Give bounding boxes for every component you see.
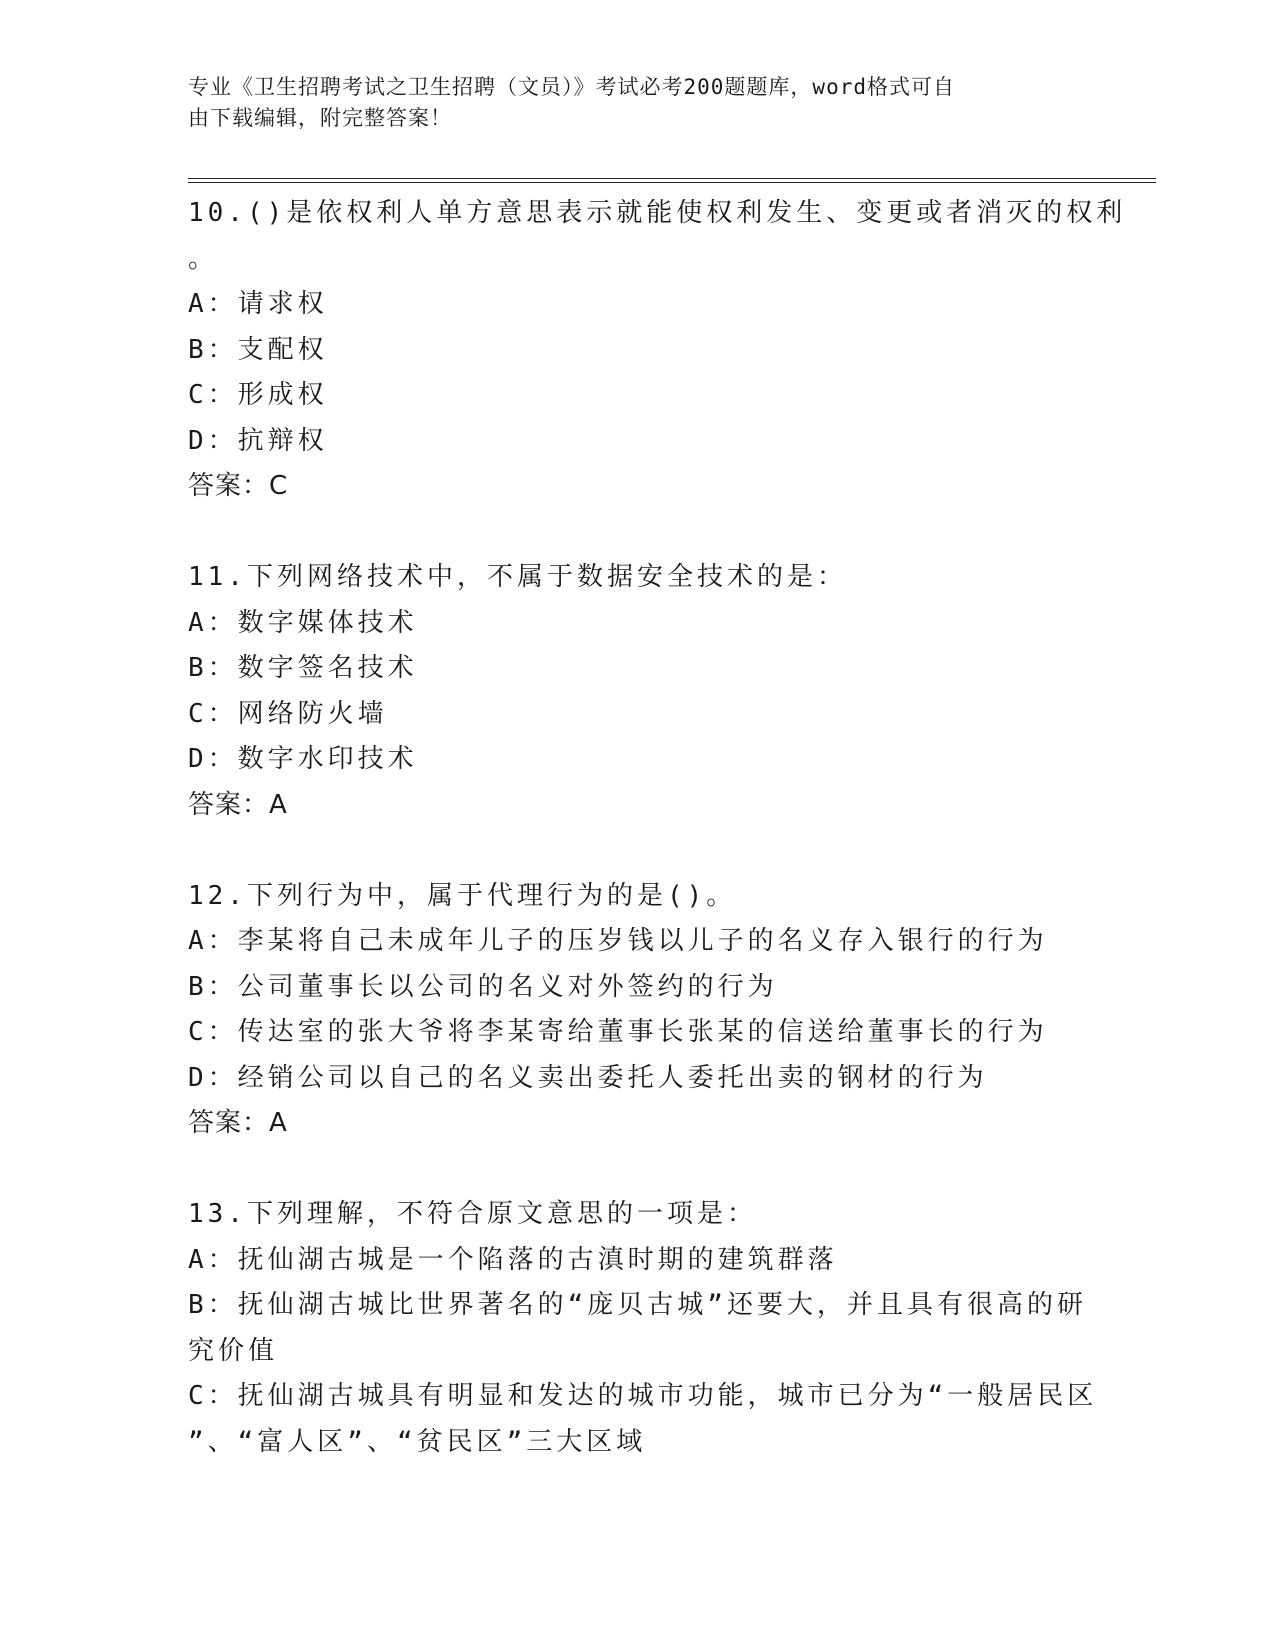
- question-list: [188, 191, 1127, 1465]
- question: [188, 555, 1088, 828]
- header-divider: [188, 178, 1156, 179]
- option-d: D：数字水印技术: [188, 744, 418, 774]
- option-c: C：传达室的张大爷将李某寄给董事长张某的信送给董事长的行为: [188, 1017, 1048, 1047]
- spacer: [188, 828, 1088, 874]
- option-b: B：数字签名技术: [188, 653, 418, 683]
- option-d: D：经销公司以自己的名义卖出委托人委托出卖的钢材的行为: [188, 1062, 988, 1093]
- answer: 答案：C: [188, 471, 289, 501]
- header-line: 由下载编辑，附完整答案！: [188, 106, 452, 130]
- option-b: B：公司董事长以公司的名义对外签约的行为: [188, 971, 778, 1002]
- answer: 答案：A: [188, 1108, 288, 1138]
- option-c: C：形成权: [188, 380, 328, 410]
- answer: 答案：A: [188, 789, 288, 820]
- question-stem: 10.()是依权利人单方意思表示就能使权利发生、变更或者消灭的权利: [188, 198, 1127, 228]
- spacer: [188, 1147, 1088, 1193]
- spacer: [188, 510, 1088, 556]
- question-stem: 12.下列行为中，属于代理行为的是()。: [188, 880, 737, 911]
- option-c: C：网络防火墙: [188, 698, 388, 729]
- option-a: A：抚仙湖古城是一个陷落的古滇时期的建筑群落: [188, 1244, 838, 1275]
- document-header: [188, 72, 1068, 134]
- option-c: C：抚仙湖古城具有明显和发达的城市功能，城市已分为“一般居民区: [188, 1381, 1098, 1411]
- question-stem: 13.下列理解，不符合原文意思的一项是：: [188, 1199, 757, 1229]
- option-a: A：请求权: [188, 289, 328, 319]
- header-divider: [188, 182, 1156, 183]
- option-b-continued: 究价值: [188, 1335, 279, 1366]
- option-b: B：抚仙湖古城比世界著名的“庞贝古城”还要大，并且具有很高的研: [188, 1290, 1087, 1320]
- question: [188, 874, 1088, 1147]
- question-stem: 。: [188, 243, 219, 274]
- option-a: A：数字媒体技术: [188, 607, 418, 638]
- option-d: D：抗辩权: [188, 425, 328, 456]
- question: [188, 191, 1127, 510]
- question: [188, 1192, 1098, 1465]
- question-stem: 11.下列网络技术中，不属于数据安全技术的是：: [188, 562, 847, 592]
- option-c-continued: ”、“富人区”、“贫民区”三大区域: [188, 1426, 647, 1457]
- option-a: A：李某将自己未成年儿子的压岁钱以儿子的名义存入银行的行为: [188, 926, 1048, 956]
- option-b: B：支配权: [188, 334, 328, 365]
- header-line: 专业《卫生招聘考试之卫生招聘（文员）》考试必考200题题库，word格式可自: [188, 75, 955, 99]
